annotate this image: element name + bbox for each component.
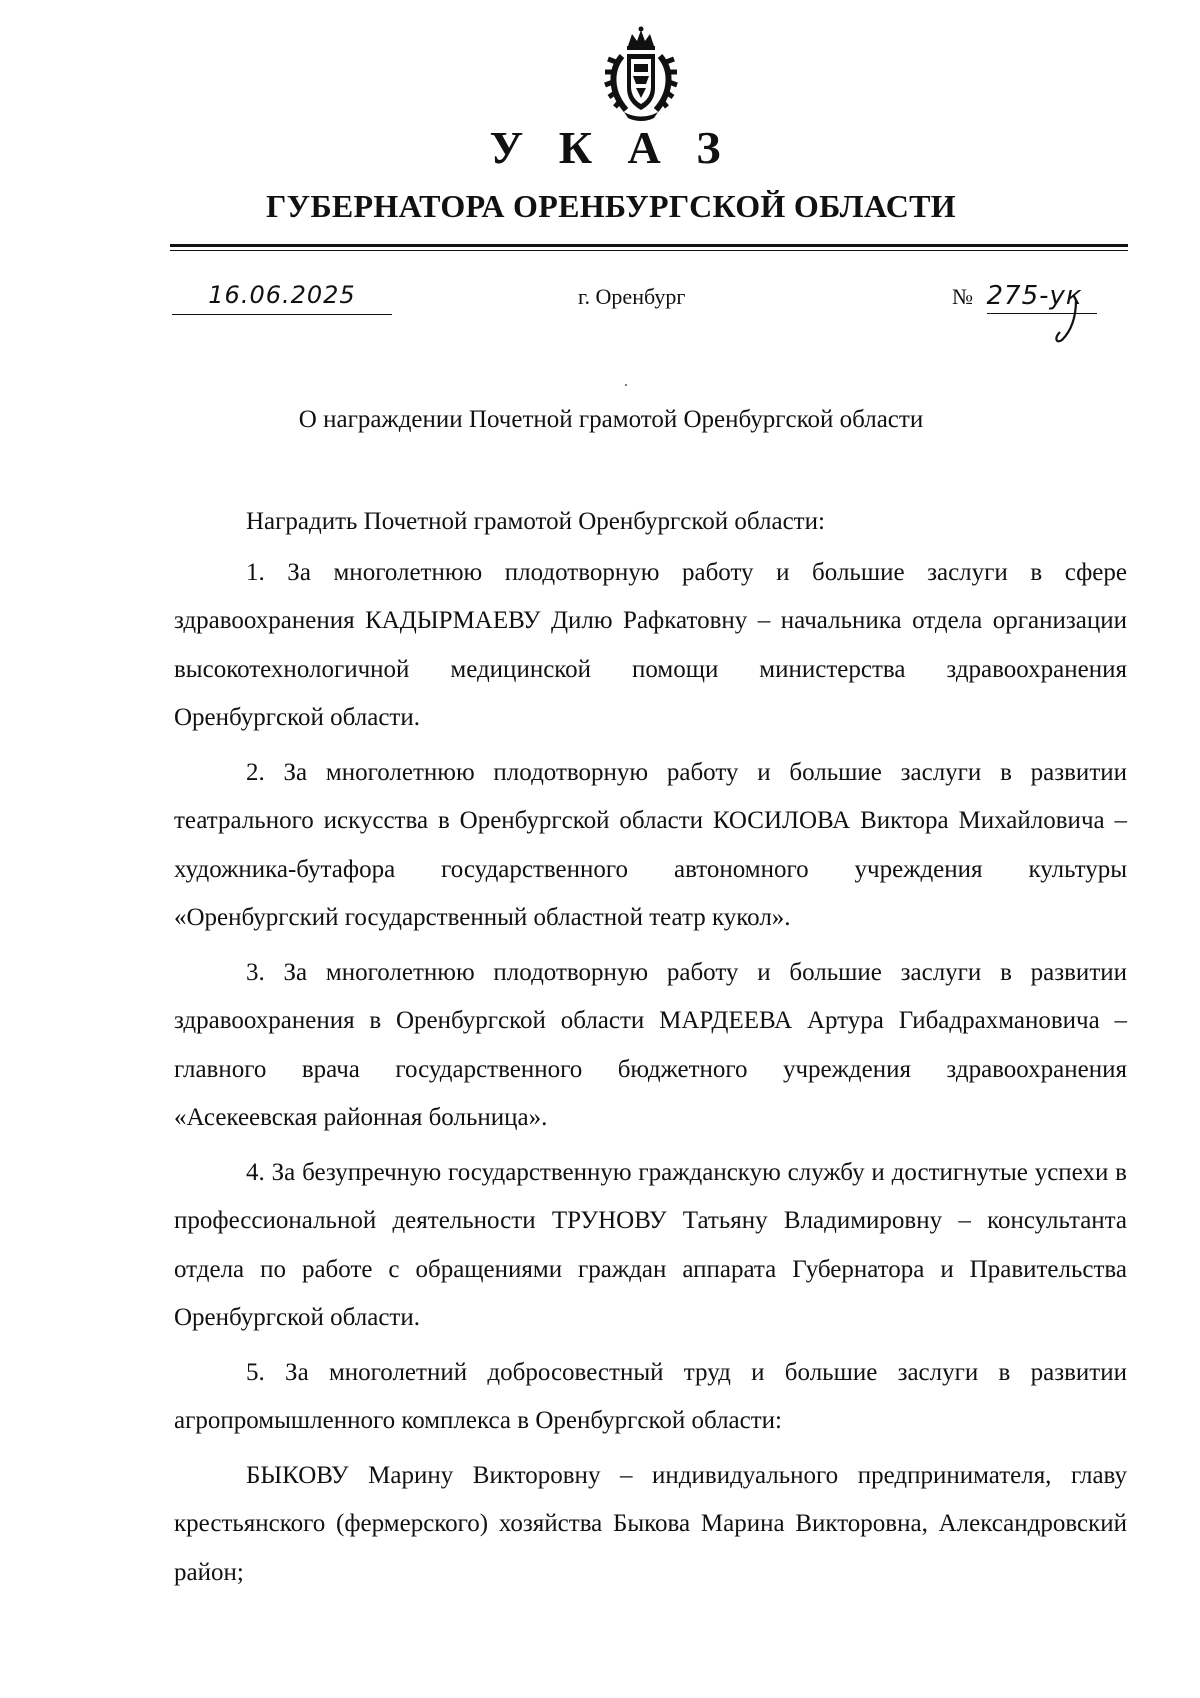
header-divider-thick [170, 244, 1128, 247]
document-body [174, 498, 1127, 1603]
orenburg-coat-of-arms-icon [604, 26, 678, 122]
header-divider-thin [170, 250, 1128, 251]
award-paragraph-2: 2. За многолетнюю плодотворную работу и большие заслуги в развитии театрального искусства в Оренбургской области КОСИЛОВА Виктора Михайловича – художника-бутафора государственного автономного учреждения культуры «Оренбургский государственный областной театр кукол». [174, 758, 1127, 931]
document-place: г. Оренбург [578, 284, 686, 309]
award-paragraph-5-recipient: БЫКОВУ Марину Викторовну – индивидуального предпринимателя, главу крестьянского (фермерского) хозяйства Быкова Марина Викторовна, Александровский район; [174, 1461, 1127, 1586]
document-number-value: 275-ук [987, 279, 1097, 314]
award-paragraph-5: 5. За многолетний добросовестный труд и большие заслуги в развитии агропромышленного комплекса в Оренбургской области: [174, 1358, 1127, 1434]
award-paragraph-3: 3. За многолетнюю плодотворную работу и большие заслуги в развитии здравоохранения в Оренбургской области МАРДЕЕВА Артура Гибадрахмановича – главного врача государственного бюджетного учреждения здравоохранения «Асекеевская районная больница». [174, 958, 1127, 1131]
body-intro: Наградить Почетной грамотой Оренбургской области: [246, 508, 825, 535]
scan-speck [625, 384, 627, 386]
document-type-title: У К А З [489, 122, 733, 173]
number-sign: № [952, 284, 973, 309]
award-paragraph-4: 4. За безупречную государственную гражданскую службу и достигнутые успехи в профессиональной деятельности ТРУНОВУ Татьяну Владимировну – консультанта отдела по работе с обращениями граждан аппарата Губернатора и Правительства Оренбургской области. [174, 1158, 1127, 1331]
issuer-title: ГУБЕРНАТОРА ОРЕНБУРГСКОЙ ОБЛАСТИ [266, 188, 956, 224]
award-paragraph-1: 1. За многолетнюю плодотворную работу и большие заслуги в сфере здравоохранения КАДЫРМАЕВУ Дилю Рафкатовну – начальника отдела организации высокотехнологичной медицинской помощи министерства здравоохранения Оренбургской области. [174, 558, 1127, 731]
document-date: 16.06.2025 [172, 278, 392, 315]
handwritten-stroke-icon [1054, 296, 1094, 346]
document-subject: О награждении Почетной грамотой Оренбургской области [298, 406, 924, 433]
